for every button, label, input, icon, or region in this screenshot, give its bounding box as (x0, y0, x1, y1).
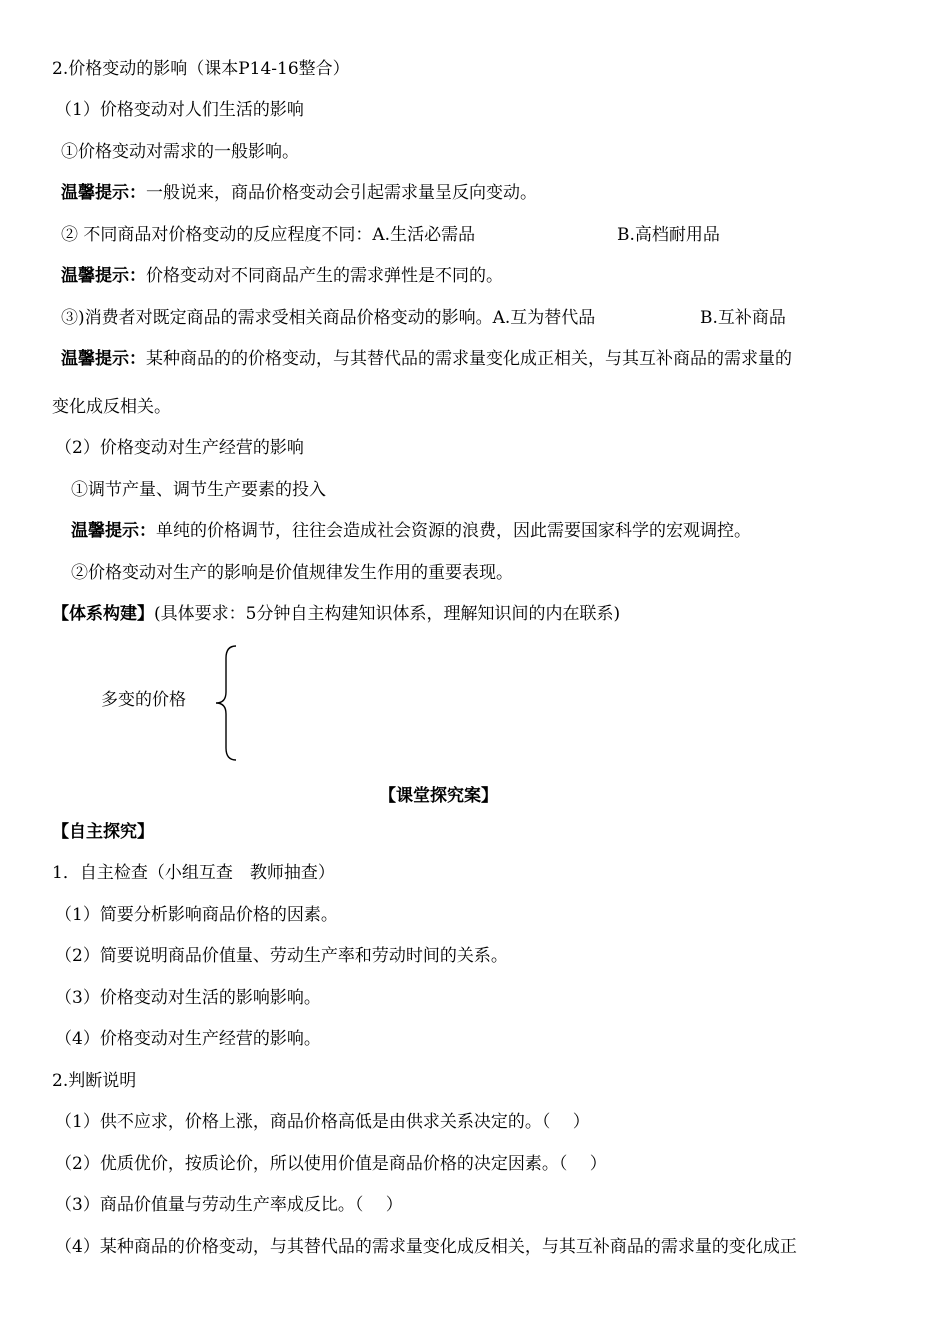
tip-label: 温馨提示： (61, 266, 146, 286)
section-heading: 2.价格变动的影响（课本P14-16整合） (52, 59, 350, 79)
tip-elasticity (61, 265, 503, 287)
self-explore-heading: 【自主探究】 (52, 822, 154, 842)
tip-macro-control (71, 520, 751, 542)
judge-item: （3）商品价值量与劳动生产率成反比。（ ） (55, 1195, 403, 1215)
tip-label: 温馨提示： (71, 521, 156, 541)
judge-item: （2）优质优价，按质论价，所以使用价值是商品价格的决定因素。（ ） (55, 1154, 607, 1174)
tip-general-demand (61, 182, 537, 204)
check-item: （3）价格变动对生活的影响影响。 (55, 988, 321, 1008)
judge-item: （1）供不应求，价格上涨，商品价格高低是由供求关系决定的。（ ） (55, 1112, 590, 1132)
tip-substitutes-cont: 变化成反相关。 (52, 397, 171, 417)
mindmap-topic: 多变的价格 (101, 690, 186, 710)
self-check-heading: 1．自主检查（小组互查 教师抽查） (52, 863, 335, 883)
check-item: （1）简要分析影响商品价格的因素。 (55, 905, 338, 925)
tip-substitutes (61, 348, 792, 370)
item-value-law: ②价格变动对生产的影响是价值规律发生作用的重要表现。 (71, 563, 513, 583)
tip-text: 单纯的价格调节，往往会造成社会资源的浪费，因此需要国家科学的宏观调控。 (156, 521, 751, 541)
item-related-goods: ③)消费者对既定商品的需求受相关商品价格变动的影响。A.互为替代品 (61, 308, 596, 328)
item-reaction-degree: ② 不同商品对价格变动的反应程度不同：A.生活必需品 (61, 225, 476, 245)
item-related-goods-b: B.互补商品 (700, 308, 786, 328)
judge-item: （4）某种商品的价格变动，与其替代品的需求量变化成反相关，与其互补商品的需求量的变化成正 (55, 1237, 797, 1257)
sub-heading-life: （1）价格变动对人们生活的影响 (55, 100, 304, 120)
judge-heading: 2.判断说明 (52, 1071, 137, 1091)
classroom-title: 【课堂探究案】 (379, 786, 498, 806)
tip-text: 某种商品的的价格变动，与其替代品的需求量变化成正相关，与其互补商品的需求量的 (146, 349, 792, 369)
item-adjust-output: ①调节产量、调节生产要素的投入 (71, 480, 326, 500)
check-item: （4）价格变动对生产经营的影响。 (55, 1029, 321, 1049)
system-requirement: (具体要求：5分钟自主构建知识体系，理解知识间的内在联系) (154, 604, 621, 624)
system-label: 【体系构建】 (52, 604, 154, 624)
tip-text: 一般说来，商品价格变动会引起需求量呈反向变动。 (146, 183, 537, 203)
item-general-demand: ①价格变动对需求的一般影响。 (61, 142, 299, 162)
check-item: （2）简要说明商品价值量、劳动生产率和劳动时间的关系。 (55, 946, 508, 966)
sub-heading-production: （2）价格变动对生产经营的影响 (55, 438, 304, 458)
item-reaction-degree-b: B.高档耐用品 (617, 225, 720, 245)
tip-text: 价格变动对不同商品产生的需求弹性是不同的。 (146, 266, 503, 286)
system-construction (52, 603, 620, 625)
left-brace-icon (214, 644, 238, 762)
tip-label: 温馨提示： (61, 183, 146, 203)
tip-label: 温馨提示： (61, 349, 146, 369)
